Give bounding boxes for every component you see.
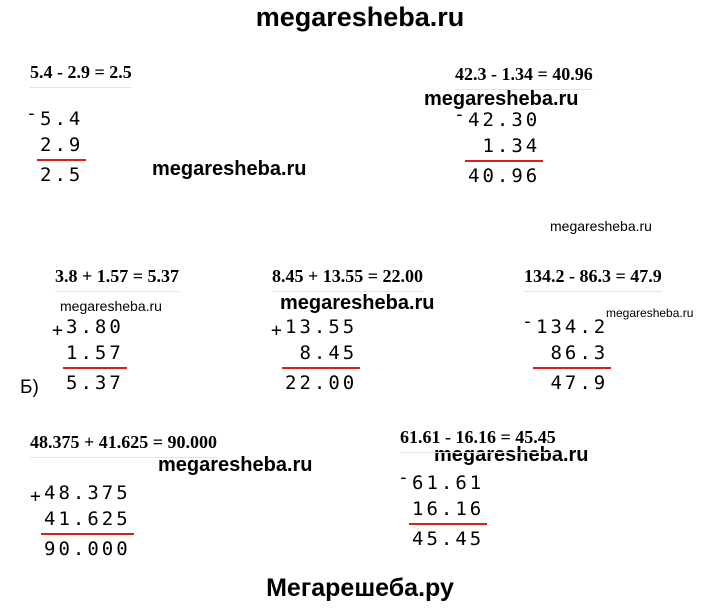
result-line bbox=[37, 159, 86, 161]
watermark: megaresheba.ru bbox=[158, 454, 313, 476]
result-line bbox=[533, 367, 611, 369]
addend-1: 48.375 bbox=[44, 482, 131, 504]
column-calculation bbox=[398, 467, 485, 552]
minuend: 61.61 bbox=[412, 472, 485, 494]
column-calculation bbox=[30, 480, 131, 562]
minus-sign: - bbox=[522, 311, 533, 332]
addend-1: 13.55 bbox=[285, 316, 358, 338]
column-calculation bbox=[454, 104, 541, 189]
watermark: megaresheba.ru bbox=[280, 292, 435, 314]
site-watermark-bottom: Мегарешеба.ру bbox=[266, 574, 454, 602]
equation: 134.2 - 86.3 = 47.9 bbox=[524, 266, 662, 292]
result: 47.9 bbox=[550, 372, 609, 394]
subtrahend: 1.34 bbox=[482, 135, 541, 157]
watermark: megaresheba.ru bbox=[434, 444, 589, 466]
result: 90.000 bbox=[44, 538, 131, 560]
minuend: 42.30 bbox=[468, 109, 541, 131]
site-watermark-top: megaresheba.ru bbox=[255, 2, 465, 32]
result: 2.5 bbox=[40, 164, 84, 186]
result: 22.00 bbox=[285, 372, 358, 394]
watermark: megaresheba.ru bbox=[60, 298, 162, 314]
watermark: megaresheba.ru bbox=[424, 88, 579, 110]
equation: 3.8 + 1.57 = 5.37 bbox=[55, 266, 179, 292]
addend-2: 41.625 bbox=[44, 508, 131, 530]
subtrahend: 16.16 bbox=[412, 498, 485, 520]
column-calculation bbox=[26, 103, 84, 188]
plus-sign: + bbox=[52, 320, 63, 341]
result: 40.96 bbox=[468, 165, 541, 187]
minuend: 5.4 bbox=[40, 108, 84, 130]
minus-sign: - bbox=[398, 467, 409, 488]
watermark: megaresheba.ru bbox=[606, 306, 694, 320]
result: 5.37 bbox=[66, 372, 124, 394]
section-label: Б) bbox=[20, 377, 39, 398]
equation: 48.375 + 41.625 = 90.000 bbox=[30, 432, 217, 458]
result-line bbox=[409, 523, 487, 525]
result-line bbox=[41, 533, 134, 535]
result-line bbox=[63, 367, 127, 369]
equation: 5.4 - 2.9 = 2.5 bbox=[30, 62, 132, 88]
column-calculation bbox=[522, 311, 609, 396]
plus-sign: + bbox=[30, 486, 41, 507]
watermark: megaresheba.ru bbox=[550, 218, 652, 234]
addend-2: 1.57 bbox=[66, 342, 124, 364]
plus-sign: + bbox=[271, 320, 282, 341]
watermark: megaresheba.ru bbox=[152, 158, 307, 180]
result-line bbox=[465, 160, 543, 162]
minuend: 134.2 bbox=[536, 316, 609, 338]
column-calculation bbox=[271, 314, 358, 396]
result: 45.45 bbox=[412, 528, 485, 550]
minus-sign: - bbox=[454, 104, 465, 125]
result-line bbox=[282, 367, 360, 369]
subtrahend: 86.3 bbox=[550, 342, 609, 364]
addend-2: 8.45 bbox=[299, 342, 358, 364]
equation: 42.3 - 1.34 = 40.96 bbox=[455, 64, 593, 90]
equation: 8.45 + 13.55 = 22.00 bbox=[272, 266, 423, 292]
addend-1: 3.80 bbox=[66, 316, 124, 338]
subtrahend: 2.9 bbox=[40, 134, 84, 156]
equation: 61.61 - 16.16 = 45.45 bbox=[400, 427, 556, 453]
column-calculation bbox=[52, 314, 124, 396]
minus-sign: - bbox=[26, 103, 37, 124]
